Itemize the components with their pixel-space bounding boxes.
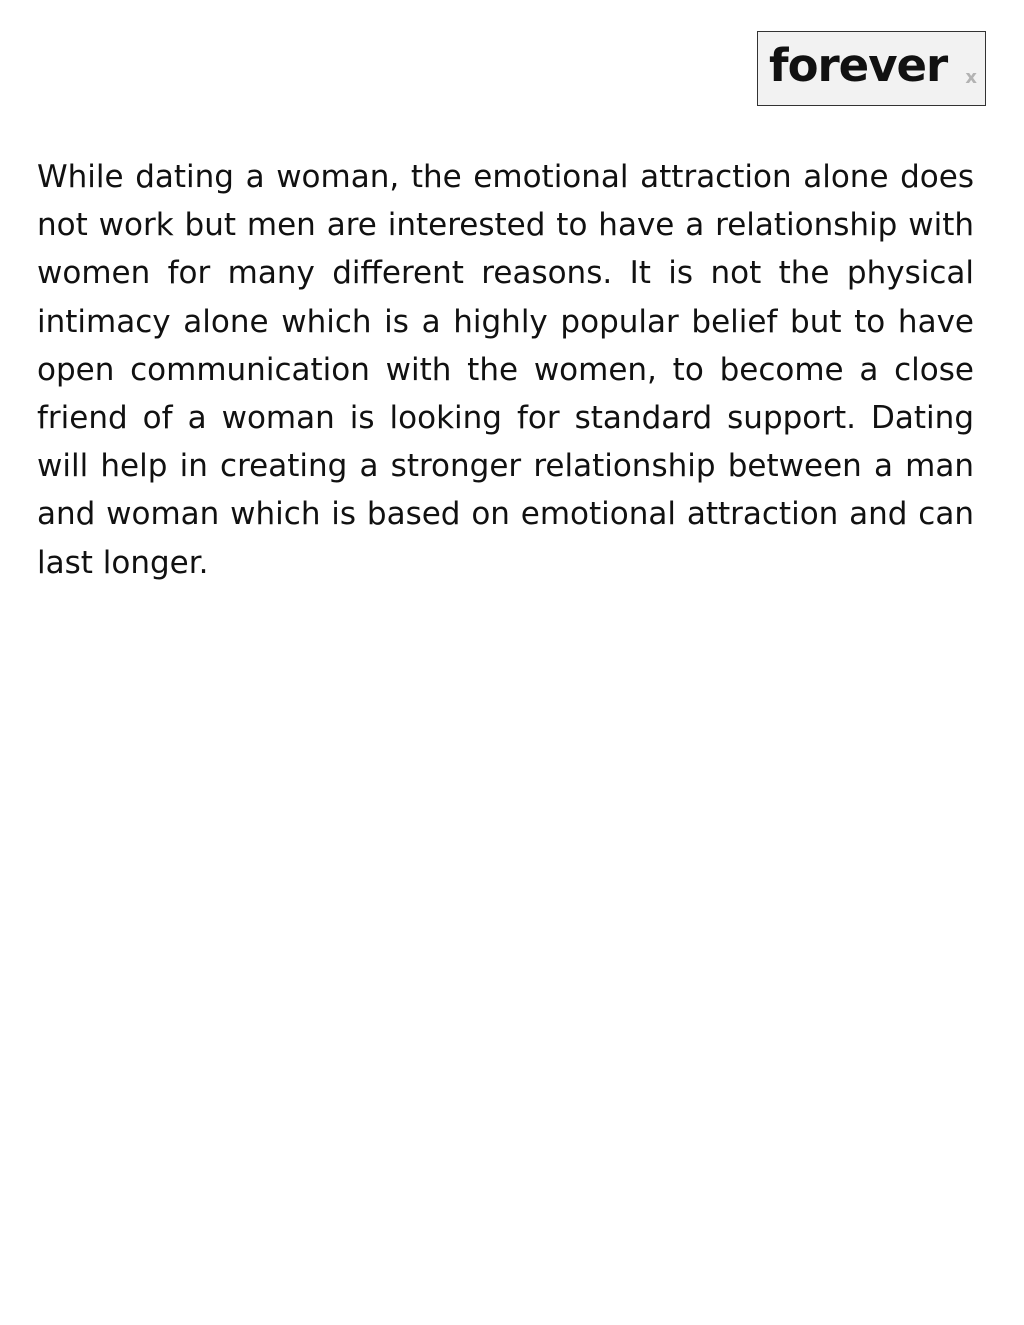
forever-logo bbox=[757, 31, 986, 106]
logo-wordmark: forever bbox=[769, 39, 948, 92]
article-paragraph: While dating a woman, the emotional attraction alone does not work but men are interested to have a relationship with women for many different reasons. It is not the physical intimacy alone which is a highly popular belief but to have open communication with the women, to become a close friend of a woman is looking for standard support. Dating will help in creating a stronger relationship between a man and woman which is based on emotional attraction and can last longer. bbox=[37, 159, 974, 581]
logo-x-mark: x bbox=[965, 67, 977, 88]
